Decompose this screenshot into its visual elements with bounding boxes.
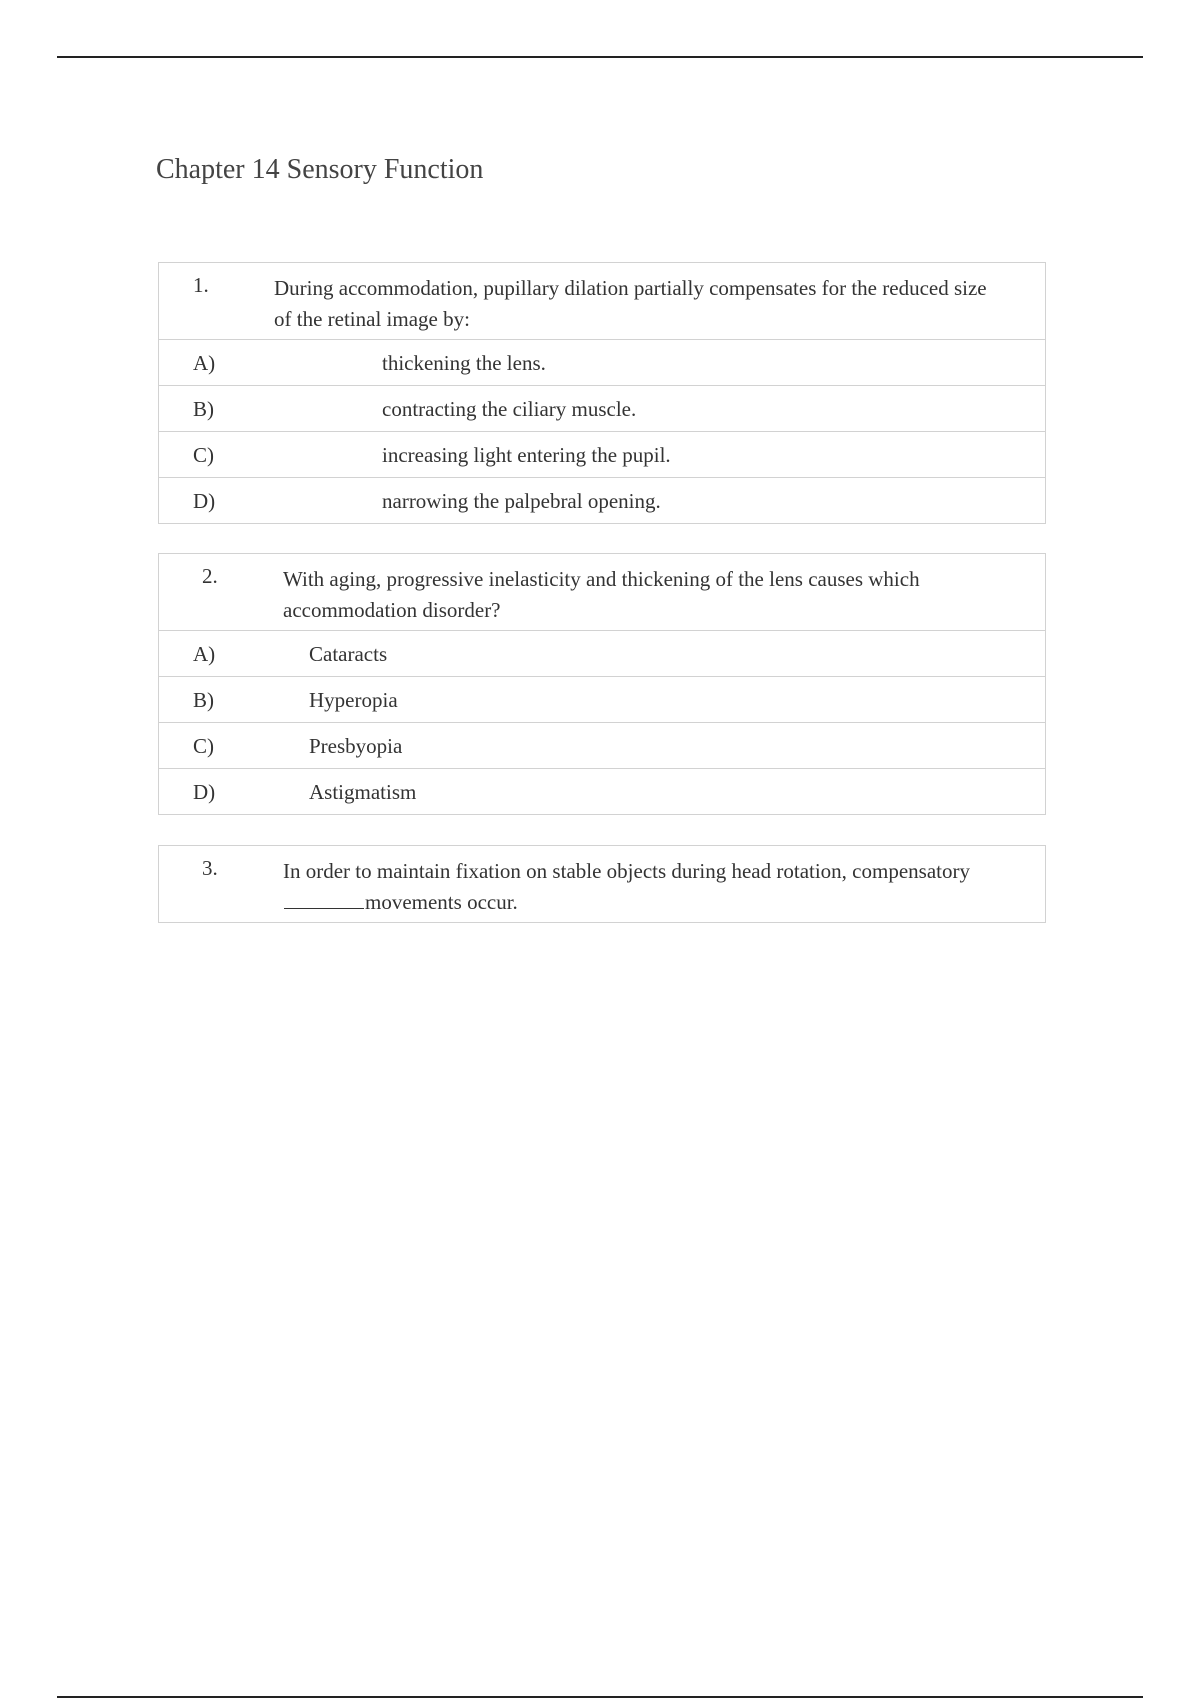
option-text: contracting the ciliary muscle. [382,397,637,421]
question-stem-row [159,846,1045,922]
question-table-2 [158,553,1046,815]
page-title: Chapter 14 Sensory Function [156,154,484,185]
option-letter: D) [193,489,216,513]
option-row-b[interactable] [159,676,1045,722]
option-text: thickening the lens. [382,351,546,375]
option-letter: B) [193,688,214,712]
question-stem-row [159,263,1045,339]
option-text: Hyperopia [309,688,398,712]
header-rule [57,56,1143,58]
option-row-a[interactable] [159,339,1045,385]
option-letter: A) [193,351,216,375]
option-letter: B) [193,397,214,421]
option-letter: C) [193,443,214,467]
question-stem-before-blank: In order to maintain fixation on stable objects during head rotation, compensatory [283,859,970,883]
option-text: Presbyopia [309,734,403,758]
option-text: Astigmatism [309,780,417,804]
option-text: narrowing the palpebral opening. [382,489,661,513]
option-row-d[interactable] [159,477,1045,523]
option-text: increasing light entering the pupil. [382,443,671,467]
question-number: 1. [193,273,209,297]
question-stem-row [159,554,1045,630]
question-stem: During accommodation, pupillary dilation partially compensates for the reduced size of the retinal image by: [274,276,987,331]
question-stem [283,856,1023,918]
option-row-c[interactable] [159,431,1045,477]
footer-rule [57,1696,1143,1698]
option-text: Cataracts [309,642,388,666]
question-stem: With aging, progressive inelasticity and thickening of the lens causes which accommodation disorder? [283,567,920,622]
option-letter: A) [193,642,216,666]
question-number: 2. [202,564,218,588]
option-letter: C) [193,734,214,758]
fill-in-blank[interactable] [284,907,364,909]
question-stem-after-blank: movements occur. [365,890,518,914]
option-letter: D) [193,780,216,804]
question-number: 3. [202,856,218,880]
option-row-a[interactable] [159,630,1045,676]
option-row-b[interactable] [159,385,1045,431]
question-table-3 [158,845,1046,923]
option-row-d[interactable] [159,768,1045,814]
question-table-1 [158,262,1046,524]
option-row-c[interactable] [159,722,1045,768]
